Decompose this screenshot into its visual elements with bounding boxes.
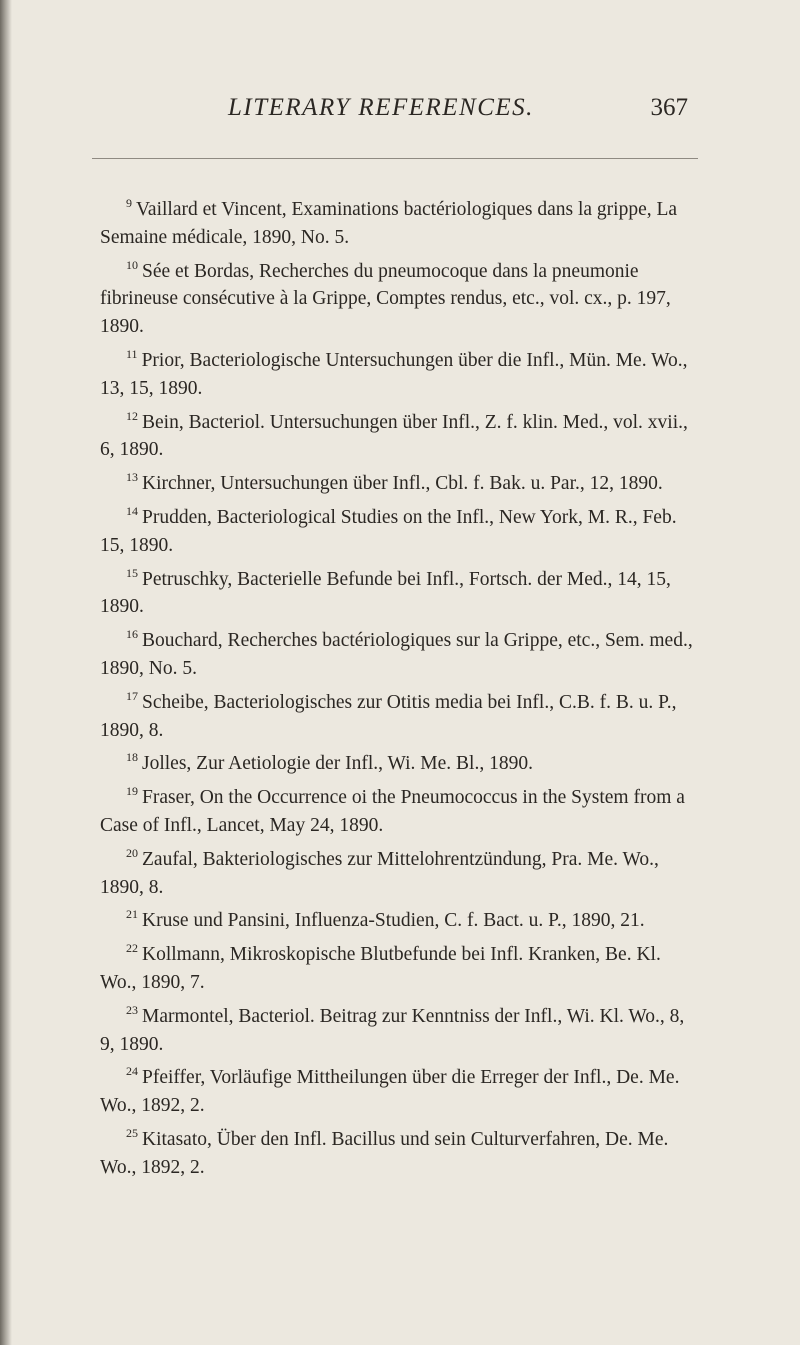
reference-number: 14 xyxy=(126,503,138,518)
reference-number: 11 xyxy=(126,346,138,361)
reference-text: Kollmann, Mikroskopische Blutbefunde bei Infl. Kranken, Be. Kl. Wo., 1890, 7. xyxy=(100,944,661,993)
reference-text: Pfeiffer, Vorläufige Mittheilungen über die Erreger der Infl., De. Me. Wo., 1892, 2. xyxy=(100,1067,680,1117)
reference-text: Sée et Bordas, Recherches du pneumocoque dans la pneumonie fibrineuse consécutive à la Grippe, Comptes rendus, etc., vol. cx., p. 197, 1890. xyxy=(100,260,671,338)
reference-number: 20 xyxy=(126,845,138,860)
reference-16 xyxy=(100,621,700,683)
reference-text: Kruse und Pansini, Influenza-Studien, C. f. Bact. u. P., 1890, 21. xyxy=(142,910,645,932)
reference-number: 17 xyxy=(126,688,138,703)
reference-24 xyxy=(100,1058,700,1120)
reference-number: 16 xyxy=(126,627,138,642)
reference-number: 12 xyxy=(126,408,138,423)
reference-14 xyxy=(100,498,700,560)
reference-number: 15 xyxy=(126,565,138,580)
reference-13 xyxy=(100,464,700,498)
page-binding-edge xyxy=(0,0,12,1345)
reference-text: Prior, Bacteriologische Untersuchungen über die Infl., Mün. Me. Wo., 13, 15, 1890. xyxy=(100,349,688,399)
running-head: LITERARY REFERENCES. xyxy=(228,94,534,121)
reference-17 xyxy=(100,683,700,745)
reference-10 xyxy=(100,252,700,341)
reference-number: 19 xyxy=(126,784,138,799)
reference-number: 18 xyxy=(126,750,138,765)
reference-21 xyxy=(100,901,700,935)
reference-text: Bouchard, Recherches bactériologiques sur la Grippe, etc., Sem. med., 1890, No. 5. xyxy=(100,630,693,679)
reference-text: Marmontel, Bacteriol. Beitrag zur Kenntniss der Infl., Wi. Kl. Wo., 8, 9, 1890. xyxy=(100,1005,685,1055)
reference-number: 24 xyxy=(126,1064,138,1079)
reference-23 xyxy=(100,997,700,1059)
page-number: 367 xyxy=(650,94,688,121)
reference-15 xyxy=(100,560,700,622)
reference-text: Fraser, On the Occurrence oi the Pneumococcus in the System from a Case of Infl., Lancet, May 24, 1890. xyxy=(100,787,685,836)
reference-number: 9 xyxy=(126,196,132,210)
reference-list xyxy=(100,190,700,1182)
reference-text: Kitasato, Über den Infl. Bacillus und sein Culturverfahren, De. Me. Wo., 1892, 2. xyxy=(100,1128,669,1178)
reference-text: Vaillard et Vincent, Examinations bactériologiques dans la grippe, La Semaine médicale, 1890, No. 5. xyxy=(100,199,678,248)
page-header xyxy=(100,92,700,132)
reference-11 xyxy=(100,341,700,403)
reference-number: 13 xyxy=(126,470,138,485)
reference-text: Bein, Bacteriol. Untersuchungen über Infl., Z. f. klin. Med., vol. xvii., 6, 1890. xyxy=(100,411,688,461)
reference-number: 25 xyxy=(126,1125,138,1140)
reference-12 xyxy=(100,403,700,465)
reference-number: 22 xyxy=(126,941,138,956)
header-rule xyxy=(92,158,698,159)
reference-text: Petruschky, Bacterielle Befunde bei Infl., Fortsch. der Med., 14, 15, 1890. xyxy=(100,568,671,618)
reference-number: 23 xyxy=(126,1002,138,1017)
reference-text: Prudden, Bacteriological Studies on the Infl., New York, M. R., Feb. 15, 1890. xyxy=(100,506,677,556)
reference-25 xyxy=(100,1120,700,1182)
reference-text: Kirchner, Untersuchungen über Infl., Cbl. f. Bak. u. Par., 12, 1890. xyxy=(142,473,663,495)
reference-text: Scheibe, Bacteriologisches zur Otitis media bei Infl., C.B. f. B. u. P., 1890, 8. xyxy=(100,691,677,741)
reference-18 xyxy=(100,744,700,778)
reference-number: 21 xyxy=(126,907,138,922)
reference-number: 10 xyxy=(126,257,138,272)
reference-text: Zaufal, Bakteriologisches zur Mittelohrentzündung, Pra. Me. Wo., 1890, 8. xyxy=(100,848,659,898)
reference-20 xyxy=(100,840,700,902)
reference-19 xyxy=(100,778,700,840)
reference-22 xyxy=(100,935,700,997)
reference-9 xyxy=(100,190,700,252)
reference-text: Jolles, Zur Aetiologie der Infl., Wi. Me. Bl., 1890. xyxy=(142,753,533,775)
